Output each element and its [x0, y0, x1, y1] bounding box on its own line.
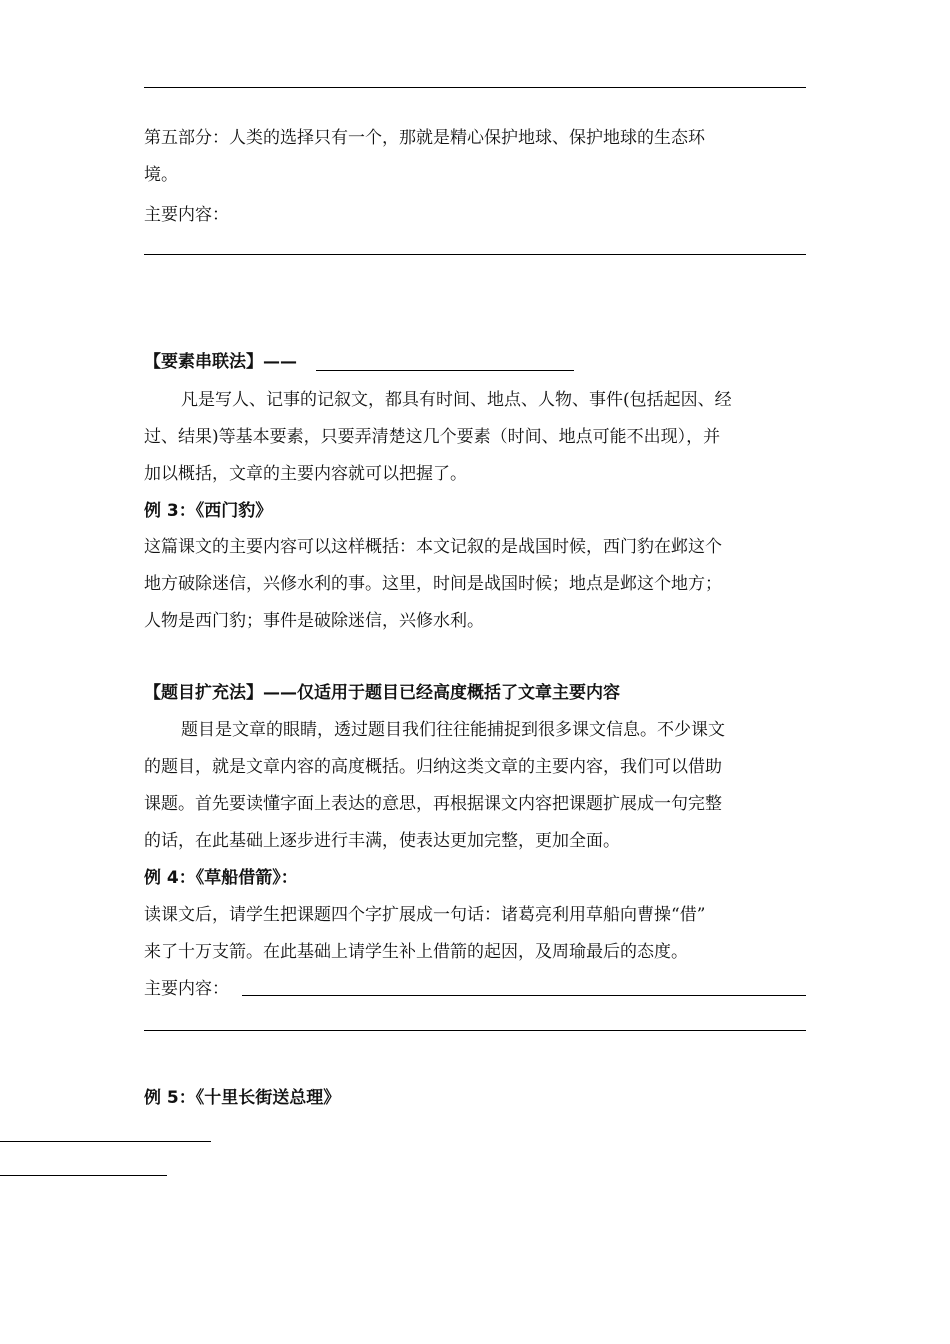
example-4-line-2: 来了十万支箭。在此基础上请学生补上借箭的起因，及周瑜最后的态度。: [144, 942, 688, 962]
title-para-line-1: 题目是文章的眼睛，透过题目我们往往能捕捉到很多课文信息。不少课文: [181, 720, 725, 740]
part5-line-2: 境。: [144, 165, 178, 185]
example-3-line-2: 地方破除迷信，兴修水利的事。这里，时间是战国时候；地点是邺这个地方；: [144, 574, 722, 594]
elements-para-line-1: 凡是写人、记事的记叙文，都具有时间、地点、人物、事件(包括起因、经: [181, 390, 732, 410]
answer-line: [242, 995, 806, 996]
example-4-main-label: 主要内容：: [144, 979, 229, 999]
answer-line: [144, 87, 806, 88]
example-3-line-3: 人物是西门豹；事件是破除迷信，兴修水利。: [144, 611, 484, 631]
elements-para-line-2: 过、结果)等基本要素，只要弄清楚这几个要素（时间、地点可能不出现），并: [144, 427, 721, 447]
title-para-line-4: 的话，在此基础上逐步进行丰满，使表达更加完整，更加全面。: [144, 831, 620, 851]
answer-line: [144, 254, 806, 255]
example-5-label: 例 5：《十里长街送总理》: [144, 1088, 341, 1108]
title-para-line-3: 课题。首先要读懂字面上表达的意思，再根据课文内容把课题扩展成一句完整: [144, 794, 722, 814]
footnote-separator: [0, 1141, 211, 1142]
title-method-heading: 【题目扩充法】——仅适用于题目已经高度概括了文章主要内容: [144, 683, 620, 703]
title-para-line-2: 的题目，就是文章内容的高度概括。归纳这类文章的主要内容，我们可以借助: [144, 757, 722, 777]
part5-line-1: 第五部分：人类的选择只有一个，那就是精心保护地球、保护地球的生态环: [144, 128, 705, 148]
example-3-line-1: 这篇课文的主要内容可以这样概括：本文记叙的是战国时候，西门豹在邺这个: [144, 537, 722, 557]
answer-line: [144, 1030, 806, 1031]
part5-main-label: 主要内容：: [144, 205, 229, 225]
heading-blank-line: [316, 370, 574, 371]
elements-para-line-3: 加以概括，文章的主要内容就可以把握了。: [144, 464, 467, 484]
footnote-separator: [0, 1175, 167, 1176]
example-4-line-1: 读课文后，请学生把课题四个字扩展成一句话：诸葛亮利用草船向曹操“借”: [144, 905, 706, 925]
example-4-label: 例 4：《草船借箭》：: [144, 868, 298, 888]
example-3-label: 例 3：《西门豹》: [144, 501, 273, 521]
elements-method-heading: 【要素串联法】——: [144, 352, 297, 372]
